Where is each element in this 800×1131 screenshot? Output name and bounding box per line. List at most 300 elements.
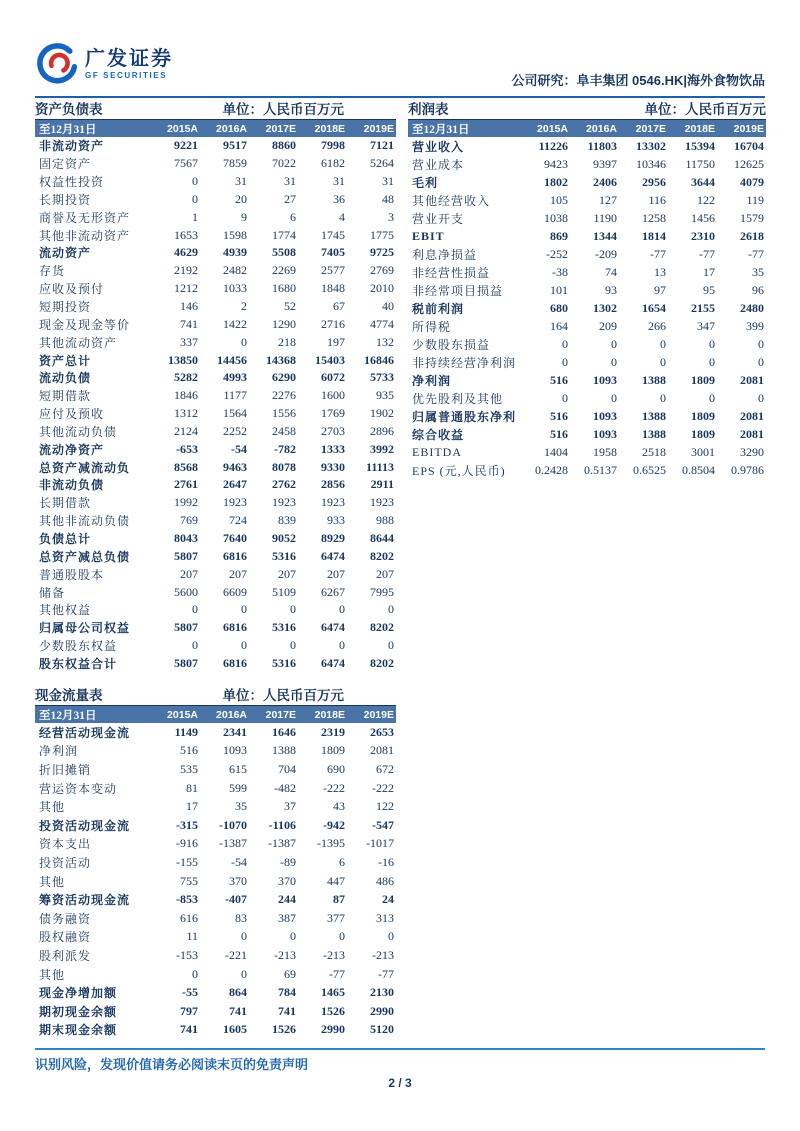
table-header-row <box>35 705 396 723</box>
cell-value: 1809 <box>691 408 715 423</box>
cell-value: 2518 <box>642 444 666 459</box>
cell-value: 2130 <box>370 985 394 1000</box>
row-label: 经营活动现金流 <box>39 725 131 740</box>
row-label: 商誉及无形资产 <box>39 210 131 225</box>
row-label: 非流动负债 <box>39 478 105 493</box>
cell-value: 2911 <box>370 477 394 492</box>
cell-value: 0 <box>709 336 715 351</box>
cell-value: -16 <box>378 854 394 869</box>
cell-value: 2010 <box>370 281 394 296</box>
cell-value: 399 <box>746 318 764 333</box>
cell-value: 1992 <box>174 495 198 510</box>
cell-value: 0.9786 <box>731 462 764 477</box>
table-title-bar <box>35 100 396 118</box>
cell-value: 96 <box>752 282 764 297</box>
cell-value: -77 <box>329 966 345 981</box>
cell-value: -1017 <box>366 836 394 851</box>
row-label: EPS (元,人民币) <box>412 463 506 478</box>
cell-value: 207 <box>376 566 394 581</box>
cell-value: 6816 <box>223 655 247 670</box>
cell-value: 69 <box>284 966 296 981</box>
footer-divider <box>35 1048 765 1050</box>
cell-value: 87 <box>333 892 345 907</box>
cell-value: 207 <box>229 566 247 581</box>
cell-value: 244 <box>278 892 296 907</box>
cell-value: 1149 <box>174 724 198 739</box>
cell-value: 8043 <box>174 530 198 545</box>
row-label: 长期投资 <box>39 192 92 207</box>
cell-value: 6474 <box>321 620 345 635</box>
column-header-2017E: 2017E <box>265 708 296 721</box>
table-row <box>35 723 396 742</box>
cell-value: -315 <box>176 817 198 832</box>
table-row <box>35 1021 396 1040</box>
cell-value: 6267 <box>321 584 345 599</box>
table-row <box>35 173 396 191</box>
cell-value: 1600 <box>321 388 345 403</box>
cell-value: 1388 <box>642 408 666 423</box>
cell-value: 5733 <box>370 370 394 385</box>
cell-value: 3644 <box>691 174 715 189</box>
cell-value: 1212 <box>174 281 198 296</box>
cell-value: 769 <box>180 513 198 528</box>
cell-value: 1302 <box>593 300 617 315</box>
cell-value: 5282 <box>174 370 198 385</box>
year-columns <box>151 123 396 135</box>
cell-value: 1923 <box>223 495 247 510</box>
row-label: 债务融资 <box>39 911 92 926</box>
column-header-2019E: 2019E <box>363 708 394 721</box>
table-row <box>35 872 396 891</box>
table-row <box>35 315 396 333</box>
cell-value: 347 <box>697 318 715 333</box>
cell-value: 9397 <box>593 156 617 171</box>
row-label: 总资产减总负债 <box>39 549 131 564</box>
row-label: 股权融资 <box>39 930 92 945</box>
row-label: 非经营性损益 <box>412 265 491 280</box>
cell-value: 12625 <box>734 156 764 171</box>
table-row <box>408 335 766 353</box>
row-label: 少数股东权益 <box>39 639 118 654</box>
table-row <box>35 909 396 928</box>
cell-value: 2081 <box>740 426 764 441</box>
cell-value: 2081 <box>740 408 764 423</box>
row-label: 折旧摊销 <box>39 762 92 777</box>
cell-value: 797 <box>180 1003 198 1018</box>
table-row <box>408 299 766 317</box>
row-label: 营运资本变动 <box>39 781 118 796</box>
cell-value: 0 <box>562 354 568 369</box>
cell-value: 132 <box>376 334 394 349</box>
cell-value: 14368 <box>266 352 296 367</box>
cell-value: 1190 <box>593 210 617 225</box>
table-row <box>35 1002 396 1021</box>
cell-value: 1456 <box>691 210 715 225</box>
cell-value: 6609 <box>223 584 247 599</box>
cell-value: 4939 <box>223 245 247 260</box>
cell-value: 0 <box>192 191 198 206</box>
cell-value: 20 <box>235 191 247 206</box>
cell-value: 1093 <box>593 372 617 387</box>
row-label: 资本支出 <box>39 837 92 852</box>
page-number: 2 / 3 <box>388 1076 412 1090</box>
cell-value: 0 <box>241 602 247 617</box>
column-header-2016A: 2016A <box>216 122 247 135</box>
cell-value: 1093 <box>593 426 617 441</box>
row-label: 短期借款 <box>39 389 92 404</box>
table-row <box>35 654 396 672</box>
table-row <box>35 779 396 798</box>
cell-value: 9 <box>241 209 247 224</box>
cell-value: 27 <box>284 191 296 206</box>
cell-value: 1556 <box>272 406 296 421</box>
table-row <box>408 389 766 407</box>
table-row <box>408 443 766 461</box>
cell-value: 11750 <box>685 156 715 171</box>
cell-value: 0 <box>758 390 764 405</box>
cell-value: 1923 <box>370 495 394 510</box>
cell-value: -853 <box>176 892 198 907</box>
row-label: 长期借款 <box>39 496 92 511</box>
cash-flow-table <box>35 686 396 1039</box>
cell-value: 337 <box>180 334 198 349</box>
cell-value: 839 <box>278 513 296 528</box>
cell-value: -213 <box>323 947 345 962</box>
row-label: 营业开支 <box>412 211 465 226</box>
cell-value: 2 <box>241 299 247 314</box>
cell-value: 615 <box>229 761 247 776</box>
table-row <box>35 191 396 209</box>
cell-value: 741 <box>278 1003 296 1018</box>
table-row <box>35 155 396 173</box>
cell-value: 0 <box>611 390 617 405</box>
cell-value: 724 <box>229 513 247 528</box>
cell-value: 1814 <box>642 228 666 243</box>
cell-value: -482 <box>274 780 296 795</box>
cell-value: 2482 <box>223 263 247 278</box>
cell-value: 1290 <box>272 316 296 331</box>
cell-value: 1923 <box>272 495 296 510</box>
row-label: 其他流动资产 <box>39 335 118 350</box>
table-header-row <box>35 119 396 137</box>
row-label: 其他 <box>39 800 66 815</box>
row-label: 其他流动负债 <box>39 424 118 439</box>
table-row <box>408 353 766 371</box>
cell-value: 1038 <box>544 210 568 225</box>
table-title: 现金流量表 <box>35 688 103 703</box>
cell-value: 0 <box>192 638 198 653</box>
cell-value: 2761 <box>174 477 198 492</box>
table-body <box>35 137 396 672</box>
cell-value: 0 <box>192 602 198 617</box>
table-row <box>35 835 396 854</box>
cell-value: 97 <box>654 282 666 297</box>
cell-value: 616 <box>180 910 198 925</box>
cell-value: 0 <box>290 929 296 944</box>
cell-value: 2653 <box>370 724 394 739</box>
table-row <box>35 565 396 583</box>
cell-value: 31 <box>333 174 345 189</box>
table-row <box>408 461 766 479</box>
column-header-2017E: 2017E <box>265 122 296 135</box>
cell-value: 0 <box>241 929 247 944</box>
cell-value: -1070 <box>219 817 247 832</box>
row-label: 总资产减流动负 <box>39 460 131 475</box>
cell-value: 2081 <box>370 743 394 758</box>
cell-value: 122 <box>376 799 394 814</box>
cell-value: -38 <box>552 264 568 279</box>
cell-value: 9517 <box>223 138 247 153</box>
cell-value: -252 <box>546 246 568 261</box>
cell-value: 2406 <box>593 174 617 189</box>
cell-value: -77 <box>748 246 764 261</box>
cell-value: -1106 <box>268 817 296 832</box>
cell-value: 52 <box>284 299 296 314</box>
row-label: 短期投资 <box>39 300 92 315</box>
cell-value: 690 <box>327 761 345 776</box>
column-header-2019E: 2019E <box>363 122 394 135</box>
cell-value: 4774 <box>370 316 394 331</box>
row-label: 其他权益 <box>39 603 92 618</box>
cell-value: 741 <box>180 1022 198 1037</box>
column-header-2016A: 2016A <box>216 708 247 721</box>
row-label: 其他 <box>39 967 66 982</box>
cell-value: 11 <box>186 929 198 944</box>
row-label: 股东权益合计 <box>39 656 118 671</box>
cell-value: 1333 <box>321 441 345 456</box>
cell-value: 31 <box>235 174 247 189</box>
cell-value: 3290 <box>740 444 764 459</box>
column-header-2018E: 2018E <box>314 122 345 135</box>
cell-value: 8078 <box>272 459 296 474</box>
cell-value: 10346 <box>636 156 666 171</box>
cell-value: 7405 <box>321 245 345 260</box>
row-label: 股利派发 <box>39 948 92 963</box>
cell-value: 2480 <box>740 300 764 315</box>
cell-value: 2341 <box>223 724 247 739</box>
cell-value: 9052 <box>272 530 296 545</box>
cell-value: 35 <box>752 264 764 279</box>
row-label: 毛利 <box>412 175 439 190</box>
cell-value: 83 <box>235 910 247 925</box>
table-row <box>35 244 396 262</box>
cell-value: 1564 <box>223 406 247 421</box>
table-title: 资产负债表 <box>35 102 103 117</box>
row-label: 应收及预付 <box>39 282 105 297</box>
cell-value: 599 <box>229 780 247 795</box>
cell-value: 93 <box>605 282 617 297</box>
date-header: 至12月31日 <box>39 123 97 136</box>
cell-value: 0 <box>241 966 247 981</box>
cell-value: 5264 <box>370 156 394 171</box>
cell-value: 7567 <box>174 156 198 171</box>
cell-value: 209 <box>599 318 617 333</box>
row-label: 权益性投资 <box>39 175 105 190</box>
row-label: 优先股利及其他 <box>412 391 504 406</box>
cell-value: 6072 <box>321 370 345 385</box>
cell-value: 1775 <box>370 227 394 242</box>
cell-value: 1923 <box>321 495 345 510</box>
cell-value: 95 <box>703 282 715 297</box>
row-label: 资产总计 <box>39 353 92 368</box>
cell-value: 935 <box>376 388 394 403</box>
table-row <box>408 191 766 209</box>
cell-value: -155 <box>176 854 198 869</box>
cell-value: 3992 <box>370 441 394 456</box>
table-row <box>408 137 766 155</box>
row-label: 非经常项目损益 <box>412 283 504 298</box>
cell-value: 15394 <box>685 138 715 153</box>
cell-value: 0 <box>562 336 568 351</box>
cell-value: 207 <box>278 566 296 581</box>
table-row <box>35 440 396 458</box>
row-label: 储备 <box>39 585 66 600</box>
cell-value: -77 <box>650 246 666 261</box>
table-row <box>35 512 396 530</box>
cell-value: 1774 <box>272 227 296 242</box>
cell-value: 1093 <box>593 408 617 423</box>
cell-value: 1579 <box>740 210 764 225</box>
cell-value: 5120 <box>370 1022 394 1037</box>
cell-value: 13850 <box>168 352 198 367</box>
cell-value: 4079 <box>740 174 764 189</box>
cell-value: 933 <box>327 513 345 528</box>
table-row <box>35 583 396 601</box>
row-label: 投资活动现金流 <box>39 818 131 833</box>
row-label: 利息净损益 <box>412 247 478 262</box>
cell-value: 1846 <box>174 388 198 403</box>
table-row <box>35 637 396 655</box>
cell-value: 680 <box>550 300 568 315</box>
cell-value: 1802 <box>544 174 568 189</box>
cell-value: 1958 <box>593 444 617 459</box>
cell-value: 5316 <box>272 548 296 563</box>
cell-value: 9463 <box>223 459 247 474</box>
row-label: 归属普通股东净利 <box>412 409 517 424</box>
cell-value: 1388 <box>642 372 666 387</box>
cell-value: 40 <box>382 299 394 314</box>
cell-value: 313 <box>376 910 394 925</box>
cell-value: 2192 <box>174 263 198 278</box>
row-label: 存货 <box>39 264 66 279</box>
cell-value: 6816 <box>223 548 247 563</box>
cell-value: 741 <box>180 316 198 331</box>
cell-value: -222 <box>372 780 394 795</box>
table-row <box>408 407 766 425</box>
row-label: 其他经营收入 <box>412 193 491 208</box>
table-row <box>408 263 766 281</box>
cell-value: 755 <box>180 873 198 888</box>
cell-value: 207 <box>180 566 198 581</box>
cell-value: 6816 <box>223 620 247 635</box>
cell-value: -54 <box>231 441 247 456</box>
cell-value: 447 <box>327 873 345 888</box>
date-header: 至12月31日 <box>412 123 470 136</box>
cell-value: 2990 <box>321 1022 345 1037</box>
cell-value: -782 <box>274 441 296 456</box>
cell-value: 1344 <box>593 228 617 243</box>
table-row <box>35 405 396 423</box>
cell-value: 74 <box>605 264 617 279</box>
cell-value: 1680 <box>272 281 296 296</box>
cell-value: -653 <box>176 441 198 456</box>
cell-value: 1809 <box>691 372 715 387</box>
cell-value: 122 <box>697 192 715 207</box>
row-label: EBIT <box>412 228 445 243</box>
cell-value: 5109 <box>272 584 296 599</box>
cell-value: 387 <box>278 910 296 925</box>
cell-value: 2618 <box>740 228 764 243</box>
cell-value: 0 <box>611 354 617 369</box>
cell-value: 2319 <box>321 724 345 739</box>
table-row <box>35 760 396 779</box>
cell-value: 5316 <box>272 655 296 670</box>
cell-value: 0 <box>339 929 345 944</box>
column-header-2017E: 2017E <box>635 122 666 135</box>
cell-value: 2769 <box>370 263 394 278</box>
cell-value: 1526 <box>321 1003 345 1018</box>
cell-value: -213 <box>274 947 296 962</box>
cell-value: 8202 <box>370 548 394 563</box>
cell-value: 8644 <box>370 530 394 545</box>
gf-logo-icon <box>35 42 79 86</box>
row-label: 净利润 <box>39 744 79 759</box>
cell-value: 1745 <box>321 227 345 242</box>
cell-value: 1769 <box>321 406 345 421</box>
cell-value: 0.8504 <box>682 462 715 477</box>
cell-value: 9423 <box>544 156 568 171</box>
cell-value: -222 <box>323 780 345 795</box>
table-row <box>35 742 396 761</box>
cell-value: 2577 <box>321 263 345 278</box>
cell-value: 207 <box>327 566 345 581</box>
cell-value: 988 <box>376 513 394 528</box>
cell-value: 2647 <box>223 477 247 492</box>
table-row <box>35 890 396 909</box>
row-label: 少数股东损益 <box>412 337 491 352</box>
cell-value: 8202 <box>370 620 394 635</box>
cell-value: 486 <box>376 873 394 888</box>
row-label: 筹资活动现金流 <box>39 893 131 908</box>
cell-value: 17 <box>703 264 715 279</box>
cell-value: 0 <box>660 336 666 351</box>
cell-value: 36 <box>333 191 345 206</box>
cell-value: 5508 <box>272 245 296 260</box>
cell-value: 0 <box>192 966 198 981</box>
cell-value: 4993 <box>223 370 247 385</box>
cell-value: 164 <box>550 318 568 333</box>
cell-value: 7022 <box>272 156 296 171</box>
cell-value: 516 <box>550 372 568 387</box>
cell-value: 0 <box>709 390 715 405</box>
cell-value: 0 <box>660 354 666 369</box>
cell-value: 1654 <box>642 300 666 315</box>
cell-value: 11803 <box>587 138 617 153</box>
cell-value: 5600 <box>174 584 198 599</box>
row-label: 流动资产 <box>39 246 92 261</box>
table-body <box>35 723 396 1039</box>
cell-value: -1387 <box>268 836 296 851</box>
cell-value: 16704 <box>734 138 764 153</box>
cell-value: 119 <box>746 192 764 207</box>
cell-value: 37 <box>284 799 296 814</box>
row-label: 归属母公司权益 <box>39 621 131 636</box>
cell-value: -89 <box>280 854 296 869</box>
cell-value: 146 <box>180 299 198 314</box>
cell-value: 704 <box>278 761 296 776</box>
table-row <box>35 853 396 872</box>
cell-value: 377 <box>327 910 345 925</box>
